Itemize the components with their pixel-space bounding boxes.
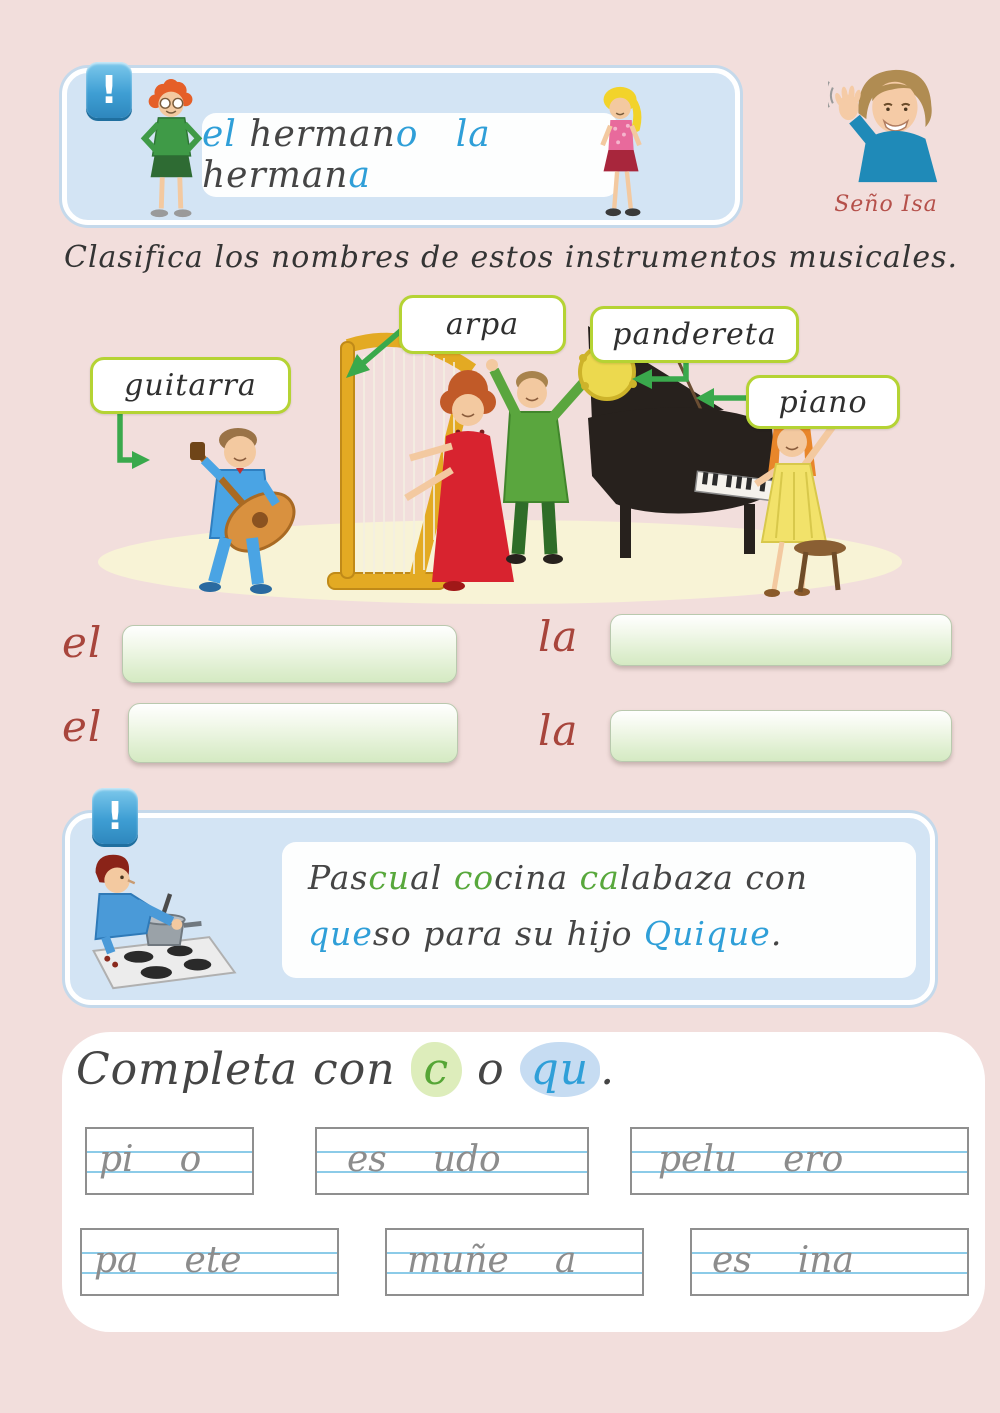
word-suffix: o	[179, 1139, 202, 1180]
cook-illustration	[80, 843, 265, 995]
arrow-guitarra-icon	[108, 408, 156, 472]
text-segment	[418, 114, 455, 155]
text-segment: la	[455, 114, 504, 155]
exclamation-badge	[86, 62, 132, 118]
label-piano-text: piano	[778, 384, 868, 420]
sentence-line-2	[308, 906, 782, 962]
fill-word-text	[99, 1139, 201, 1180]
article-la-2: la	[538, 706, 579, 755]
arrow-piano-icon	[694, 384, 750, 412]
exercise2-heading	[76, 1042, 615, 1097]
word-suffix: a	[554, 1240, 577, 1281]
label-guitarra-text: guitarra	[124, 368, 257, 403]
phrase-el-hermano-la-hermana	[202, 114, 618, 196]
exclamation-icon: !	[100, 68, 118, 112]
teacher-avatar	[828, 62, 946, 190]
boy-character-illustration	[133, 78, 211, 224]
text-segment: ca	[579, 858, 620, 897]
exclamation-icon: !	[106, 794, 124, 838]
article-la-1: la	[538, 612, 579, 661]
word-suffix: ete	[184, 1240, 242, 1281]
label-arpa	[399, 295, 566, 354]
fill-word-muneca[interactable]	[385, 1228, 644, 1296]
word-prefix: es	[712, 1240, 752, 1281]
label-pandereta-text: pandereta	[612, 317, 777, 352]
label-arpa-text: arpa	[445, 307, 520, 342]
word-prefix: pi	[99, 1139, 134, 1180]
word-prefix: pa	[94, 1240, 139, 1281]
text-segment: qu	[520, 1042, 601, 1097]
phrase-strip	[202, 113, 618, 197]
text-segment: so para su hijo	[372, 914, 645, 953]
text-segment: .	[770, 914, 783, 953]
girl-character-illustration	[590, 84, 654, 220]
sentence-line-1	[308, 850, 808, 906]
word-prefix: es	[347, 1139, 387, 1180]
text-segment: cina	[494, 858, 580, 897]
fill-word-text	[407, 1240, 576, 1281]
text-segment: herman	[202, 155, 349, 196]
fill-word-text	[347, 1139, 501, 1180]
label-piano	[746, 375, 900, 429]
fill-word-text	[94, 1240, 242, 1281]
fill-word-paquete[interactable]	[80, 1228, 339, 1296]
text-segment: .	[600, 1044, 616, 1095]
answer-box-la-1[interactable]	[610, 614, 952, 666]
word-suffix: udo	[432, 1139, 501, 1180]
text-segment: a	[348, 155, 371, 196]
text-segment: al	[410, 858, 454, 897]
text-segment: el	[202, 114, 250, 155]
text-segment: cu	[368, 858, 411, 897]
text-segment: que	[308, 914, 373, 953]
label-pandereta	[590, 306, 799, 363]
text-segment: Pas	[308, 858, 369, 897]
word-prefix: pelu	[658, 1139, 738, 1180]
text-segment: o	[395, 114, 419, 155]
text-segment: Quique	[644, 914, 771, 953]
fill-word-escudo[interactable]	[315, 1127, 589, 1195]
answer-box-el-2[interactable]	[128, 703, 458, 763]
text-segment: Completa con	[76, 1044, 411, 1095]
article-el-2: el	[62, 702, 103, 751]
label-guitarra	[90, 357, 291, 414]
answer-box-la-2[interactable]	[610, 710, 952, 762]
fill-word-text	[658, 1139, 843, 1180]
fill-word-text	[712, 1240, 854, 1281]
fill-word-peluquero[interactable]	[630, 1127, 969, 1195]
text-segment: labaza con	[619, 858, 808, 897]
text-segment: c	[411, 1042, 463, 1097]
word-suffix: ina	[797, 1240, 854, 1281]
text-segment: co	[453, 858, 495, 897]
article-el-1: el	[62, 618, 103, 667]
answer-box-el-1[interactable]	[122, 625, 457, 683]
arrow-arpa-icon	[338, 322, 408, 384]
fill-word-pico[interactable]	[85, 1127, 254, 1195]
fill-word-esquina[interactable]	[690, 1228, 969, 1296]
word-suffix: ero	[783, 1139, 844, 1180]
word-prefix: muñe	[407, 1240, 509, 1281]
sentence-strip	[282, 842, 916, 978]
text-segment: o	[462, 1044, 520, 1095]
teacher-caption: Seño Isa	[834, 192, 938, 217]
exclamation-badge-2	[92, 788, 138, 844]
text-segment: herman	[249, 114, 396, 155]
exercise1-instruction: Clasifica los nombres de estos instrumentos musicales.	[64, 240, 959, 275]
